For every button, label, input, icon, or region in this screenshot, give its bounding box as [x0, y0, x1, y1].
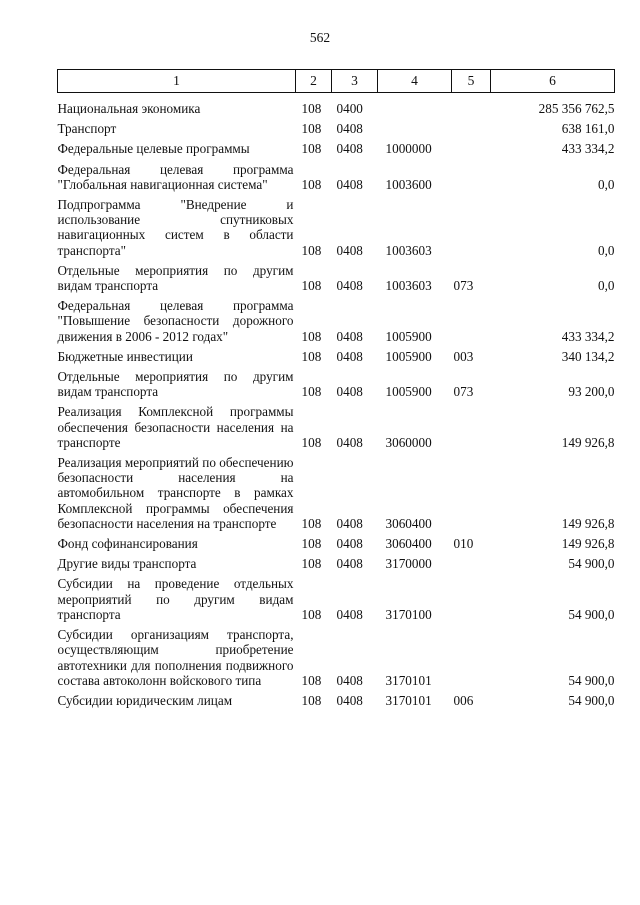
row-amount-cell: 340 134,2: [561, 348, 615, 364]
page-number: 562: [309, 30, 331, 45]
row-target-article-cell: [378, 121, 452, 141]
row-amount-cell: 149 926,8: [561, 515, 615, 531]
row-ministry-code-cell: 108: [301, 121, 322, 137]
row-section-code-cell: 0408: [336, 672, 363, 688]
row-target-article-cell: 3170101: [385, 692, 432, 708]
row-ministry-code-cell: 108: [301, 556, 322, 572]
column-header-5: 5: [452, 70, 491, 93]
row-target-article-cell: 3170000: [385, 556, 432, 572]
row-name-cell: Отдельные мероприятия по другим видам транспорта: [57, 262, 294, 294]
row-target-article-cell: 3170101: [385, 672, 432, 688]
table-row: [58, 693, 615, 713]
row-expense-type-cell: 006: [453, 692, 474, 708]
row-expense-type-cell: [452, 404, 491, 455]
row-amount-cell: 149 926,8: [561, 434, 615, 450]
row-section-code-cell: 0408: [336, 384, 363, 400]
row-expense-type-cell: [452, 576, 491, 627]
column-header-2: 2: [296, 70, 332, 93]
row-ministry-code-cell: 108: [301, 328, 322, 344]
row-target-article-cell: 1005900: [385, 328, 432, 344]
row-name-cell: Другие виды транспорта: [57, 556, 197, 572]
row-target-article-cell: 1003603: [385, 278, 432, 294]
row-section-code-cell: 0408: [336, 536, 363, 552]
row-section-code-cell: 0408: [336, 141, 363, 157]
row-name-cell: Федеральная целевая программа "Повышение безопасности дорожного движения в 2006 - 2012 годах": [57, 298, 294, 344]
row-ministry-code-cell: 108: [301, 278, 322, 294]
row-section-code-cell: 0408: [336, 348, 363, 364]
column-header-6: 6: [491, 70, 615, 93]
table-row: [58, 455, 615, 536]
row-ministry-code-cell: 108: [301, 434, 322, 450]
row-ministry-code-cell: 108: [301, 348, 322, 364]
column-header-4: 4: [378, 70, 452, 93]
row-section-code-cell: 0408: [336, 606, 363, 622]
row-target-article-cell: 1003600: [385, 176, 432, 192]
row-expense-type-cell: 003: [453, 348, 474, 364]
row-section-code-cell: 0408: [336, 176, 363, 192]
table-row: [58, 121, 615, 141]
table-row: [58, 93, 615, 122]
row-ministry-code-cell: 108: [301, 384, 322, 400]
table-row: [58, 576, 615, 627]
row-name-cell: Фонд софинансирования: [57, 536, 198, 552]
row-name-cell: Подпрограмма "Внедрение и использование спутниковых навигационных систем в области транспорта": [57, 197, 294, 258]
row-expense-type-cell: [452, 141, 491, 161]
row-expense-type-cell: [452, 455, 491, 536]
row-amount-cell: 54 900,0: [568, 692, 615, 708]
row-ministry-code-cell: 108: [301, 536, 322, 552]
column-header-1: 1: [58, 70, 296, 93]
row-name-cell: Субсидии на проведение отдельных мероприятий по другим видам транспорта: [57, 576, 294, 622]
row-expense-type-cell: 010: [453, 536, 474, 552]
row-name-cell: Национальная экономика: [57, 101, 201, 116]
row-target-article-cell: [378, 93, 452, 122]
table-row: [58, 349, 615, 369]
row-expense-type-cell: [452, 93, 491, 122]
row-expense-type-cell: [452, 121, 491, 141]
row-target-article-cell: 1003603: [385, 242, 432, 258]
row-expense-type-cell: 073: [453, 384, 474, 400]
row-ministry-code-cell: 108: [301, 176, 322, 192]
row-section-code-cell: 0408: [336, 121, 363, 137]
row-amount-cell: 285 356 762,5: [538, 101, 615, 116]
row-name-cell: Реализация мероприятий по обеспечению безопасности населения на автомобильном транспорте в рамках Комплексной программы обеспечения безопасности населения на транспорте: [57, 455, 294, 531]
row-section-code-cell: 0408: [336, 242, 363, 258]
row-section-code-cell: 0408: [336, 434, 363, 450]
row-amount-cell: 54 900,0: [568, 556, 615, 572]
row-amount-cell: 638 161,0: [561, 121, 615, 137]
row-name-cell: Отдельные мероприятия по другим видам транспорта: [57, 369, 294, 400]
row-amount-cell: 54 900,0: [568, 672, 615, 688]
row-amount-cell: 149 926,8: [561, 536, 615, 552]
row-name-cell: Реализация Комплексной программы обеспечения безопасности населения на транспорте: [57, 404, 294, 450]
table-row: [58, 141, 615, 161]
row-amount-cell: 0,0: [598, 176, 615, 192]
table-row: [58, 298, 615, 349]
row-name-cell: Федеральные целевые программы: [57, 141, 250, 157]
row-ministry-code-cell: 108: [301, 242, 322, 258]
row-target-article-cell: 3060000: [385, 434, 432, 450]
row-section-code-cell: 0400: [336, 101, 363, 116]
row-name-cell: Субсидии юридическим лицам: [57, 692, 233, 708]
row-ministry-code-cell: 108: [301, 606, 322, 622]
row-target-article-cell: 1005900: [385, 348, 432, 364]
row-expense-type-cell: [452, 162, 491, 197]
row-section-code-cell: 0408: [336, 556, 363, 572]
row-expense-type-cell: [452, 556, 491, 576]
row-expense-type-cell: 073: [453, 278, 474, 294]
row-ministry-code-cell: 108: [301, 692, 322, 708]
row-ministry-code-cell: 108: [301, 672, 322, 688]
budget-table: [57, 69, 615, 713]
row-target-article-cell: 3060400: [385, 536, 432, 552]
row-target-article-cell: 1000000: [385, 141, 432, 157]
table-row: [58, 404, 615, 455]
row-name-cell: Бюджетные инвестиции: [57, 348, 193, 364]
row-expense-type-cell: [452, 298, 491, 349]
row-expense-type-cell: [452, 197, 491, 263]
row-amount-cell: 433 334,2: [561, 141, 615, 157]
table-row: [58, 369, 615, 404]
row-target-article-cell: 3060400: [385, 515, 432, 531]
row-amount-cell: 433 334,2: [561, 328, 615, 344]
row-section-code-cell: 0408: [336, 692, 363, 708]
column-header-3: 3: [332, 70, 378, 93]
table-row: [58, 197, 615, 263]
row-name-cell: Субсидии организациям транспорта, осуществляющим приобретение автотехники для пополнения подвижного состава автоколонн войскового типа: [57, 627, 294, 688]
table-row: [58, 556, 615, 576]
row-target-article-cell: 1005900: [385, 384, 432, 400]
table-row: [58, 536, 615, 556]
row-amount-cell: 0,0: [598, 278, 615, 294]
table-row: [58, 627, 615, 693]
table-row: [58, 263, 615, 298]
row-name-cell: Транспорт: [57, 121, 117, 137]
row-ministry-code-cell: 108: [301, 141, 322, 157]
row-section-code-cell: 0408: [336, 515, 363, 531]
table-header: [58, 70, 615, 93]
row-section-code-cell: 0408: [336, 328, 363, 344]
row-target-article-cell: 3170100: [385, 606, 432, 622]
row-ministry-code-cell: 108: [301, 101, 322, 116]
row-section-code-cell: 0408: [336, 278, 363, 294]
row-name-cell: Федеральная целевая программа "Глобальная навигационная система": [57, 161, 294, 192]
row-amount-cell: 93 200,0: [568, 384, 615, 400]
row-amount-cell: 54 900,0: [568, 606, 615, 622]
row-ministry-code-cell: 108: [301, 515, 322, 531]
table-body: [58, 93, 615, 714]
row-expense-type-cell: [452, 627, 491, 693]
row-amount-cell: 0,0: [598, 242, 615, 258]
table-row: [58, 162, 615, 197]
